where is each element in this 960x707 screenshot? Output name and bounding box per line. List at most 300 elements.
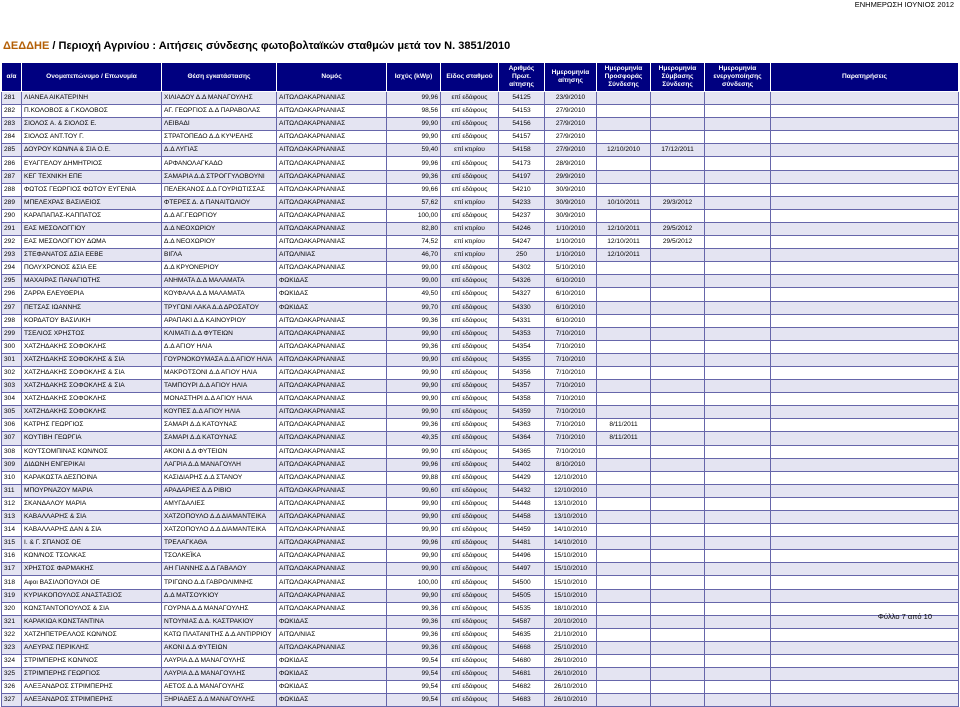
col-remarks-cell xyxy=(771,511,959,524)
col-activation-date-cell xyxy=(705,563,771,576)
col-index-cell: 307 xyxy=(2,432,22,445)
col-name-cell: ΧΑΤΖΗΠΕΤΡΕΛΛΟΣ ΚΩΝ/ΝΟΣ xyxy=(22,628,162,641)
col-power-cell: 99,88 xyxy=(387,471,441,484)
col-location-cell: ΣΑΜΑΡΙ Δ.Δ ΚΑΤΟΥΝΑΣ xyxy=(162,419,277,432)
col-name-cell: ΠΟΛΥΧΡΟΝΟΣ &ΣΙΑ ΕΕ xyxy=(22,262,162,275)
col-name-cell: ΚΑΤΡΗΣ ΓΕΩΡΓΙΟΣ xyxy=(22,419,162,432)
col-activation-date-cell xyxy=(705,445,771,458)
col-activation-date-cell xyxy=(705,236,771,249)
page-title xyxy=(3,40,510,52)
col-offer-date-cell xyxy=(597,602,651,615)
col-power-cell: 99,54 xyxy=(387,681,441,694)
col-name-header: Ονοματεπώνυμο / Επωνυμία xyxy=(22,63,162,92)
col-activation-date-cell xyxy=(705,497,771,510)
table-row xyxy=(2,458,959,471)
col-remarks-cell xyxy=(771,118,959,131)
col-offer-date-cell xyxy=(597,615,651,628)
col-index-cell: 290 xyxy=(2,209,22,222)
col-index-cell: 306 xyxy=(2,419,22,432)
col-name-cell: ΚΑΡΑΠΑΠΑΣ-ΚΑΠΠΑΤΟΣ xyxy=(22,209,162,222)
col-station-type-cell: επί εδάφους xyxy=(441,275,499,288)
col-contract-date-cell xyxy=(651,484,705,497)
col-location-cell: Δ.Δ ΝΕΟΧΩΡΙΟΥ xyxy=(162,236,277,249)
col-name-cell: ΜΑΧΑΙΡΑΣ ΠΑΝΑΓΙΩΤΗΣ xyxy=(22,275,162,288)
col-index-cell: 294 xyxy=(2,262,22,275)
col-power-cell: 99,90 xyxy=(387,327,441,340)
page-number: Φύλλο 7 από 10 xyxy=(877,612,932,621)
col-application-date-cell: 14/10/2010 xyxy=(545,537,597,550)
col-prefecture-cell: ΑΙΤΩΛΟΑΚΑΡΝΑΝΙΑΣ xyxy=(277,118,387,131)
col-activation-date-cell xyxy=(705,105,771,118)
col-offer-date-cell xyxy=(597,327,651,340)
col-remarks-cell xyxy=(771,537,959,550)
col-protocol-number-cell: 54210 xyxy=(499,183,545,196)
col-application-date-cell: 15/10/2010 xyxy=(545,576,597,589)
table-row xyxy=(2,393,959,406)
col-protocol-number-cell: 54354 xyxy=(499,340,545,353)
col-remarks-cell xyxy=(771,340,959,353)
col-protocol-number-cell: 54402 xyxy=(499,458,545,471)
col-application-date-cell: 15/10/2010 xyxy=(545,550,597,563)
col-name-cell: ΑΛΕΞΑΝΔΡΟΣ ΣΤΡΙΜΠΕΡΗΣ xyxy=(22,694,162,707)
table-row xyxy=(2,471,959,484)
col-index-cell: 311 xyxy=(2,484,22,497)
col-application-date-cell: 27/9/2010 xyxy=(545,118,597,131)
col-power-cell: 59,40 xyxy=(387,144,441,157)
col-protocol-number-cell: 54459 xyxy=(499,524,545,537)
col-activation-date-cell xyxy=(705,301,771,314)
col-prefecture-header: Νομός xyxy=(277,63,387,92)
col-activation-date-cell xyxy=(705,222,771,235)
col-location-cell: ΤΡΕΛΑΓΚΑΘΑ xyxy=(162,537,277,550)
col-activation-date-cell xyxy=(705,92,771,105)
col-location-cell: Δ.Δ ΜΑΤΣΟΥΚΙΟΥ xyxy=(162,589,277,602)
col-contract-date-cell xyxy=(651,327,705,340)
table-row xyxy=(2,366,959,379)
table-row xyxy=(2,537,959,550)
col-activation-date-cell xyxy=(705,157,771,170)
table-row xyxy=(2,550,959,563)
table-row xyxy=(2,196,959,209)
col-station-type-cell: επί εδάφους xyxy=(441,602,499,615)
col-name-cell: ΣΙΟΛΟΣ ΑΝΤ.ΤΟΥ Γ. xyxy=(22,131,162,144)
col-station-type-cell: επί εδάφους xyxy=(441,314,499,327)
col-contract-date-cell xyxy=(651,105,705,118)
col-power-cell: 99,96 xyxy=(387,157,441,170)
col-protocol-number-cell: 54358 xyxy=(499,393,545,406)
col-application-date-cell: 7/10/2010 xyxy=(545,445,597,458)
col-activation-date-cell xyxy=(705,118,771,131)
col-offer-date-cell xyxy=(597,380,651,393)
col-remarks-cell xyxy=(771,576,959,589)
col-prefecture-cell: ΑΙΤΩΛΟΑΚΑΡΝΑΝΙΑΣ xyxy=(277,484,387,497)
col-contract-date-cell xyxy=(651,340,705,353)
col-station-type-cell: επί εδάφους xyxy=(441,655,499,668)
col-location-cell: ΚΟΥΠΕΣ Δ.Δ ΑΓΙΟΥ ΗΛΙΑ xyxy=(162,406,277,419)
col-name-cell: ΧΑΤΖΗΔΑΚΗΣ ΣΟΦΟΚΛΗΣ xyxy=(22,406,162,419)
col-offer-date-cell xyxy=(597,576,651,589)
col-activation-date-cell xyxy=(705,628,771,641)
col-contract-date-cell xyxy=(651,602,705,615)
col-offer-date-cell xyxy=(597,563,651,576)
col-prefecture-cell: ΑΙΤΩΛΟΑΚΑΡΝΑΝΙΑΣ xyxy=(277,419,387,432)
col-application-date-cell: 30/9/2010 xyxy=(545,183,597,196)
col-remarks-cell xyxy=(771,144,959,157)
col-station-type-cell: επί εδάφους xyxy=(441,641,499,654)
col-station-type-cell: επί εδάφους xyxy=(441,681,499,694)
table-row xyxy=(2,655,959,668)
col-prefecture-cell: ΑΙΤΩΛ/ΝΙΑΣ xyxy=(277,249,387,262)
table-row xyxy=(2,157,959,170)
col-index-cell: 317 xyxy=(2,563,22,576)
table-row xyxy=(2,353,959,366)
col-prefecture-cell: ΑΙΤΩΛΟΑΚΑΡΝΑΝΙΑΣ xyxy=(277,196,387,209)
col-station-type-cell: επί εδάφους xyxy=(441,615,499,628)
col-name-cell: ΑΛΕΞΑΝΔΡΟΣ ΣΤΡΙΜΠΕΡΗΣ xyxy=(22,681,162,694)
table-row xyxy=(2,497,959,510)
col-name-cell: ΕΑΣ ΜΕΣΟΛΟΓΓΙΟΥ xyxy=(22,222,162,235)
col-power-cell: 99,70 xyxy=(387,301,441,314)
col-location-cell: Δ.Δ ΛΥΓΙΑΣ xyxy=(162,144,277,157)
col-power-cell: 99,00 xyxy=(387,275,441,288)
col-protocol-number-cell: 54247 xyxy=(499,236,545,249)
col-name-cell: ΔΟΥΡΟΥ ΚΩΝ/ΝΑ & ΣΙΑ Ο.Ε. xyxy=(22,144,162,157)
table-row xyxy=(2,118,959,131)
table-row xyxy=(2,222,959,235)
col-offer-date-cell xyxy=(597,445,651,458)
col-power-cell: 99,90 xyxy=(387,131,441,144)
col-location-cell: ΛΑΥΡΙΑ Δ.Δ ΜΑΝΑΓΟΥΛΗΣ xyxy=(162,655,277,668)
col-station-type-cell: επί εδάφους xyxy=(441,589,499,602)
col-name-cell: ΣΤΕΦΑΝΑΤΟΣ ΔΣΙΑ ΕΕΒΕ xyxy=(22,249,162,262)
col-station-type-cell: επί εδάφους xyxy=(441,353,499,366)
col-prefecture-cell: ΦΩΚΙΔΑΣ xyxy=(277,655,387,668)
table-row xyxy=(2,668,959,681)
col-contract-date-cell xyxy=(651,589,705,602)
col-remarks-cell xyxy=(771,655,959,668)
col-index-cell: 327 xyxy=(2,694,22,707)
col-contract-date-cell xyxy=(651,131,705,144)
col-power-cell: 99,00 xyxy=(387,262,441,275)
col-station-type-cell: επί εδάφους xyxy=(441,327,499,340)
col-activation-date-cell xyxy=(705,340,771,353)
col-protocol-number-cell: 54302 xyxy=(499,262,545,275)
col-prefecture-cell: ΑΙΤΩΛΟΑΚΑΡΝΑΝΙΑΣ xyxy=(277,131,387,144)
col-station-type-cell: επί εδάφους xyxy=(441,445,499,458)
col-name-cell: ΣΤΡΙΜΠΕΡΗΣ ΓΕΩΡΓΙΟΣ xyxy=(22,668,162,681)
col-station-type-cell: επί κτιρίου xyxy=(441,144,499,157)
col-prefecture-cell: ΦΩΚΙΔΑΣ xyxy=(277,301,387,314)
col-index-cell: 320 xyxy=(2,602,22,615)
col-location-cell: Δ.Δ ΝΕΟΧΩΡΙΟΥ xyxy=(162,222,277,235)
col-offer-date-cell xyxy=(597,301,651,314)
col-protocol-number-cell: 54587 xyxy=(499,615,545,628)
col-station-type-cell: επί εδάφους xyxy=(441,262,499,275)
col-offer-date-cell xyxy=(597,105,651,118)
col-offer-date-cell xyxy=(597,655,651,668)
col-power-cell: 99,54 xyxy=(387,694,441,707)
col-power-cell: 99,90 xyxy=(387,380,441,393)
col-station-type-header: Είδος σταθμού xyxy=(441,63,499,92)
col-contract-date-cell xyxy=(651,668,705,681)
col-protocol-number-cell: 54125 xyxy=(499,92,545,105)
col-index-cell: 322 xyxy=(2,628,22,641)
col-protocol-number-cell: 54153 xyxy=(499,105,545,118)
col-name-cell: ΚΑΒΑΛΛΑΡΗΣ ΔΑΝ & ΣΙΑ xyxy=(22,524,162,537)
applications-table xyxy=(1,62,959,707)
col-remarks-cell xyxy=(771,209,959,222)
col-remarks-cell xyxy=(771,445,959,458)
col-application-date-cell: 26/10/2010 xyxy=(545,694,597,707)
col-power-cell: 99,90 xyxy=(387,589,441,602)
col-protocol-number-cell: 54682 xyxy=(499,681,545,694)
col-protocol-number-cell: 54353 xyxy=(499,327,545,340)
col-remarks-cell xyxy=(771,406,959,419)
col-station-type-cell: επί εδάφους xyxy=(441,170,499,183)
col-contract-date-cell xyxy=(651,275,705,288)
col-application-date-cell: 13/10/2010 xyxy=(545,497,597,510)
col-prefecture-cell: ΦΩΚΙΔΑΣ xyxy=(277,288,387,301)
col-prefecture-cell: ΑΙΤΩΛΟΑΚΑΡΝΑΝΙΑΣ xyxy=(277,183,387,196)
col-station-type-cell: επί εδάφους xyxy=(441,471,499,484)
col-application-date-cell: 13/10/2010 xyxy=(545,511,597,524)
col-name-cell: ΚΟΥΤΣΟΜΠΙΝΑΣ ΚΩΝ/ΝΟΣ xyxy=(22,445,162,458)
col-protocol-number-cell: 54497 xyxy=(499,563,545,576)
col-remarks-cell xyxy=(771,393,959,406)
col-power-cell: 99,90 xyxy=(387,497,441,510)
col-power-cell: 100,00 xyxy=(387,209,441,222)
col-name-cell: ΚΑΡΑΚΙΩΑ ΚΩΝΣΤΑΝΤΙΝΑ xyxy=(22,615,162,628)
col-name-cell: ΚΕΓ ΤΕΧΝΙΚΗ ΕΠΕ xyxy=(22,170,162,183)
col-location-cell: ΧΙΛΙΑΔΟΥ Δ.Δ ΜΑΝΑΓΟΥΛΗΣ xyxy=(162,92,277,105)
col-remarks-cell xyxy=(771,236,959,249)
col-prefecture-cell: ΑΙΤΩΛΟΑΚΑΡΝΑΝΙΑΣ xyxy=(277,262,387,275)
col-prefecture-cell: ΦΩΚΙΔΑΣ xyxy=(277,615,387,628)
col-location-cell: Δ.Δ ΑΓΙΟΥ ΗΛΙΑ xyxy=(162,340,277,353)
col-power-cell: 99,54 xyxy=(387,668,441,681)
col-station-type-cell: επί εδάφους xyxy=(441,524,499,537)
col-name-cell: ΧΡΗΣΤΟΣ ΦΑΡΜΑΚΗΣ xyxy=(22,563,162,576)
col-index-cell: 284 xyxy=(2,131,22,144)
col-station-type-cell: επί εδάφους xyxy=(441,484,499,497)
col-name-cell: Αφοι ΒΑΣΙΛΟΠΟΥΛΟΙ ΟΕ xyxy=(22,576,162,589)
col-offer-date-cell xyxy=(597,288,651,301)
col-station-type-cell: επί εδάφους xyxy=(441,511,499,524)
col-name-cell: ΚΥΡΙΑΚΟΠΟΥΛΟΣ ΑΝΑΣΤΑΣΙΟΣ xyxy=(22,589,162,602)
col-station-type-cell: επί εδάφους xyxy=(441,406,499,419)
col-prefecture-cell: ΑΙΤΩΛΟΑΚΑΡΝΑΝΙΑΣ xyxy=(277,170,387,183)
col-contract-date-cell xyxy=(651,537,705,550)
col-application-date-cell: 28/9/2010 xyxy=(545,157,597,170)
col-protocol-number-cell: 54326 xyxy=(499,275,545,288)
col-protocol-number-cell: 54458 xyxy=(499,511,545,524)
table-row xyxy=(2,249,959,262)
col-station-type-cell: επί εδάφους xyxy=(441,668,499,681)
col-contract-date-cell xyxy=(651,393,705,406)
col-activation-date-cell xyxy=(705,327,771,340)
col-remarks-cell xyxy=(771,550,959,563)
col-index-cell: 282 xyxy=(2,105,22,118)
col-application-date-cell: 25/10/2010 xyxy=(545,641,597,654)
col-prefecture-cell: ΑΙΤΩΛΟΑΚΑΡΝΑΝΙΑΣ xyxy=(277,471,387,484)
col-offer-date-cell xyxy=(597,92,651,105)
col-power-cell: 99,54 xyxy=(387,655,441,668)
col-location-cell: ΑΓ. ΓΕΩΡΓΙΟΣ Δ.Δ ΠΑΡΑΒΟΛΑΣ xyxy=(162,105,277,118)
col-location-cell: ΑΡΦΑΝΟΛΑΓΚΑΔΟ xyxy=(162,157,277,170)
col-application-date-cell: 7/10/2010 xyxy=(545,380,597,393)
col-contract-date-cell xyxy=(651,615,705,628)
col-name-cell: ΜΠΕΛΕΧΡΑΣ ΒΑΣΙΛΕΙΟΣ xyxy=(22,196,162,209)
col-prefecture-cell: ΑΙΤΩΛΟΑΚΑΡΝΑΝΙΑΣ xyxy=(277,327,387,340)
col-protocol-number-cell: 54429 xyxy=(499,471,545,484)
col-prefecture-cell: ΑΙΤΩΛΟΑΚΑΡΝΑΝΙΑΣ xyxy=(277,458,387,471)
col-activation-date-cell xyxy=(705,615,771,628)
col-offer-date-cell: 12/10/2011 xyxy=(597,236,651,249)
col-activation-date-cell xyxy=(705,288,771,301)
col-contract-date-cell xyxy=(651,118,705,131)
col-index-cell: 326 xyxy=(2,681,22,694)
col-index-cell: 289 xyxy=(2,196,22,209)
col-application-date-cell: 7/10/2010 xyxy=(545,340,597,353)
col-power-cell: 99,90 xyxy=(387,550,441,563)
col-name-cell: ΔΙΔΩΝΗ ΕΝΓΕΡΙΚΑΙ xyxy=(22,458,162,471)
col-offer-date-cell xyxy=(597,681,651,694)
col-station-type-cell: επί εδάφους xyxy=(441,628,499,641)
col-station-type-cell: επί εδάφους xyxy=(441,105,499,118)
col-activation-date-cell xyxy=(705,366,771,379)
col-name-cell: ΚΩΝ/ΝΟΣ ΤΣΟΛΚΑΣ xyxy=(22,550,162,563)
col-station-type-cell: επί εδάφους xyxy=(441,157,499,170)
col-offer-date-cell xyxy=(597,275,651,288)
col-location-cell: ΚΑΣΙΔΙΑΡΗΣ Δ.Δ ΣΤΑΝΟΥ xyxy=(162,471,277,484)
col-prefecture-cell: ΑΙΤΩΛΟΑΚΑΡΝΑΝΙΑΣ xyxy=(277,92,387,105)
col-station-type-cell: επί εδάφους xyxy=(441,537,499,550)
col-station-type-cell: επί εδάφους xyxy=(441,550,499,563)
col-contract-date-cell xyxy=(651,170,705,183)
table-row xyxy=(2,524,959,537)
col-name-cell: ΤΣΕΛΙΟΣ ΧΡΗΣΤΟΣ xyxy=(22,327,162,340)
col-protocol-number-cell: 54158 xyxy=(499,144,545,157)
col-power-cell: 99,36 xyxy=(387,314,441,327)
col-remarks-cell xyxy=(771,563,959,576)
col-contract-date-cell xyxy=(651,524,705,537)
table-row xyxy=(2,288,959,301)
table-row xyxy=(2,183,959,196)
col-station-type-cell: επί εδάφους xyxy=(441,380,499,393)
col-index-cell: 312 xyxy=(2,497,22,510)
col-location-cell: ΚΟΥΦΑΛΑ Δ.Δ ΜΑΛΑΜΑΤΑ xyxy=(162,288,277,301)
title-prefix: ΔΕΔΔΗΕ xyxy=(3,40,50,52)
col-index-cell: 291 xyxy=(2,222,22,235)
col-contract-date-cell xyxy=(651,288,705,301)
col-activation-date-cell xyxy=(705,393,771,406)
col-activation-date-cell xyxy=(705,275,771,288)
col-name-cell: ΣΤΡΙΜΠΕΡΗΣ ΚΩΝ/ΝΟΣ xyxy=(22,655,162,668)
col-prefecture-cell: ΑΙΤΩΛΟΑΚΑΡΝΑΝΙΑΣ xyxy=(277,406,387,419)
col-name-cell: ΑΛΕΥΡΑΣ ΠΕΡΙΚΛΗΣ xyxy=(22,641,162,654)
col-activation-date-cell xyxy=(705,314,771,327)
col-power-cell: 46,70 xyxy=(387,249,441,262)
col-location-cell: ΣΤΡΑΤΟΠΕΔΟ Δ.Δ ΚΥΨΕΛΗΣ xyxy=(162,131,277,144)
col-name-cell: ΚΩΝΣΤΑΝΤΟΠΟΥΛΟΣ & ΣΙΑ xyxy=(22,602,162,615)
col-contract-date-cell xyxy=(651,209,705,222)
col-name-cell: Π.ΚΟΛΟΒΟΣ & Γ.ΚΟΛΟΒΟΣ xyxy=(22,105,162,118)
col-power-cell: 99,36 xyxy=(387,340,441,353)
col-activation-date-cell xyxy=(705,131,771,144)
col-prefecture-cell: ΑΙΤΩΛΟΑΚΑΡΝΑΝΙΑΣ xyxy=(277,222,387,235)
table-row xyxy=(2,615,959,628)
col-application-date-cell: 7/10/2010 xyxy=(545,419,597,432)
col-application-date-cell: 6/10/2010 xyxy=(545,275,597,288)
col-offer-date-cell xyxy=(597,694,651,707)
col-prefecture-cell: ΦΩΚΙΔΑΣ xyxy=(277,275,387,288)
col-contract-date-cell xyxy=(651,419,705,432)
table-row xyxy=(2,275,959,288)
col-power-cell: 99,96 xyxy=(387,458,441,471)
col-offer-date-cell xyxy=(597,471,651,484)
col-contract-date-cell xyxy=(651,406,705,419)
col-application-date-cell: 6/10/2010 xyxy=(545,314,597,327)
col-application-date-cell: 23/9/2010 xyxy=(545,92,597,105)
col-index-cell: 287 xyxy=(2,170,22,183)
col-activation-date-cell xyxy=(705,537,771,550)
col-activation-date-cell xyxy=(705,209,771,222)
col-remarks-cell xyxy=(771,681,959,694)
col-protocol-number-cell: 54535 xyxy=(499,602,545,615)
col-location-cell: Δ.Δ ΚΡΥΟΝΕΡΙΟΥ xyxy=(162,262,277,275)
col-prefecture-cell: ΑΙΤΩΛΟΑΚΑΡΝΑΝΙΑΣ xyxy=(277,524,387,537)
col-application-date-cell: 27/9/2010 xyxy=(545,144,597,157)
table-row xyxy=(2,419,959,432)
col-power-cell: 99,66 xyxy=(387,183,441,196)
col-station-type-cell: επί εδάφους xyxy=(441,366,499,379)
col-power-cell: 99,90 xyxy=(387,511,441,524)
col-offer-date-cell xyxy=(597,118,651,131)
col-remarks-cell xyxy=(771,314,959,327)
col-power-cell: 99,90 xyxy=(387,524,441,537)
col-remarks-cell xyxy=(771,668,959,681)
col-activation-date-cell xyxy=(705,380,771,393)
col-power-cell: 99,96 xyxy=(387,92,441,105)
col-remarks-cell xyxy=(771,92,959,105)
col-power-cell: 49,50 xyxy=(387,288,441,301)
table-row xyxy=(2,301,959,314)
col-application-date-cell: 15/10/2010 xyxy=(545,589,597,602)
col-offer-date-cell xyxy=(597,511,651,524)
col-offer-date-cell xyxy=(597,157,651,170)
col-contract-date-cell xyxy=(651,458,705,471)
col-prefecture-cell: ΑΙΤΩΛΟΑΚΑΡΝΑΝΙΑΣ xyxy=(277,550,387,563)
col-activation-date-cell xyxy=(705,183,771,196)
col-remarks-cell xyxy=(771,170,959,183)
col-protocol-number-cell: 54356 xyxy=(499,366,545,379)
col-location-cell: ΑΕΤΟΣ Δ.Δ ΜΑΝΑΓΟΥΛΗΣ xyxy=(162,681,277,694)
col-name-cell: ΚΑΡΑΚΩΣΤΑ ΔΕΣΠΟΙΝΑ xyxy=(22,471,162,484)
col-power-cell: 99,90 xyxy=(387,353,441,366)
col-activation-date-cell xyxy=(705,576,771,589)
col-index-cell: 319 xyxy=(2,589,22,602)
col-prefecture-cell: ΦΩΚΙΔΑΣ xyxy=(277,668,387,681)
col-activation-date-cell xyxy=(705,511,771,524)
col-application-date-cell: 1/10/2010 xyxy=(545,222,597,235)
table-row xyxy=(2,340,959,353)
col-protocol-number-cell: 54683 xyxy=(499,694,545,707)
col-station-type-cell: επί εδάφους xyxy=(441,118,499,131)
col-contract-date-cell xyxy=(651,92,705,105)
col-location-cell: ΓΟΥΡΝΟΚΟΥΜΑΣΑ Δ.Δ ΑΓΙΟΥ ΗΛΙΑ xyxy=(162,353,277,366)
table-row xyxy=(2,628,959,641)
col-offer-date-cell xyxy=(597,170,651,183)
